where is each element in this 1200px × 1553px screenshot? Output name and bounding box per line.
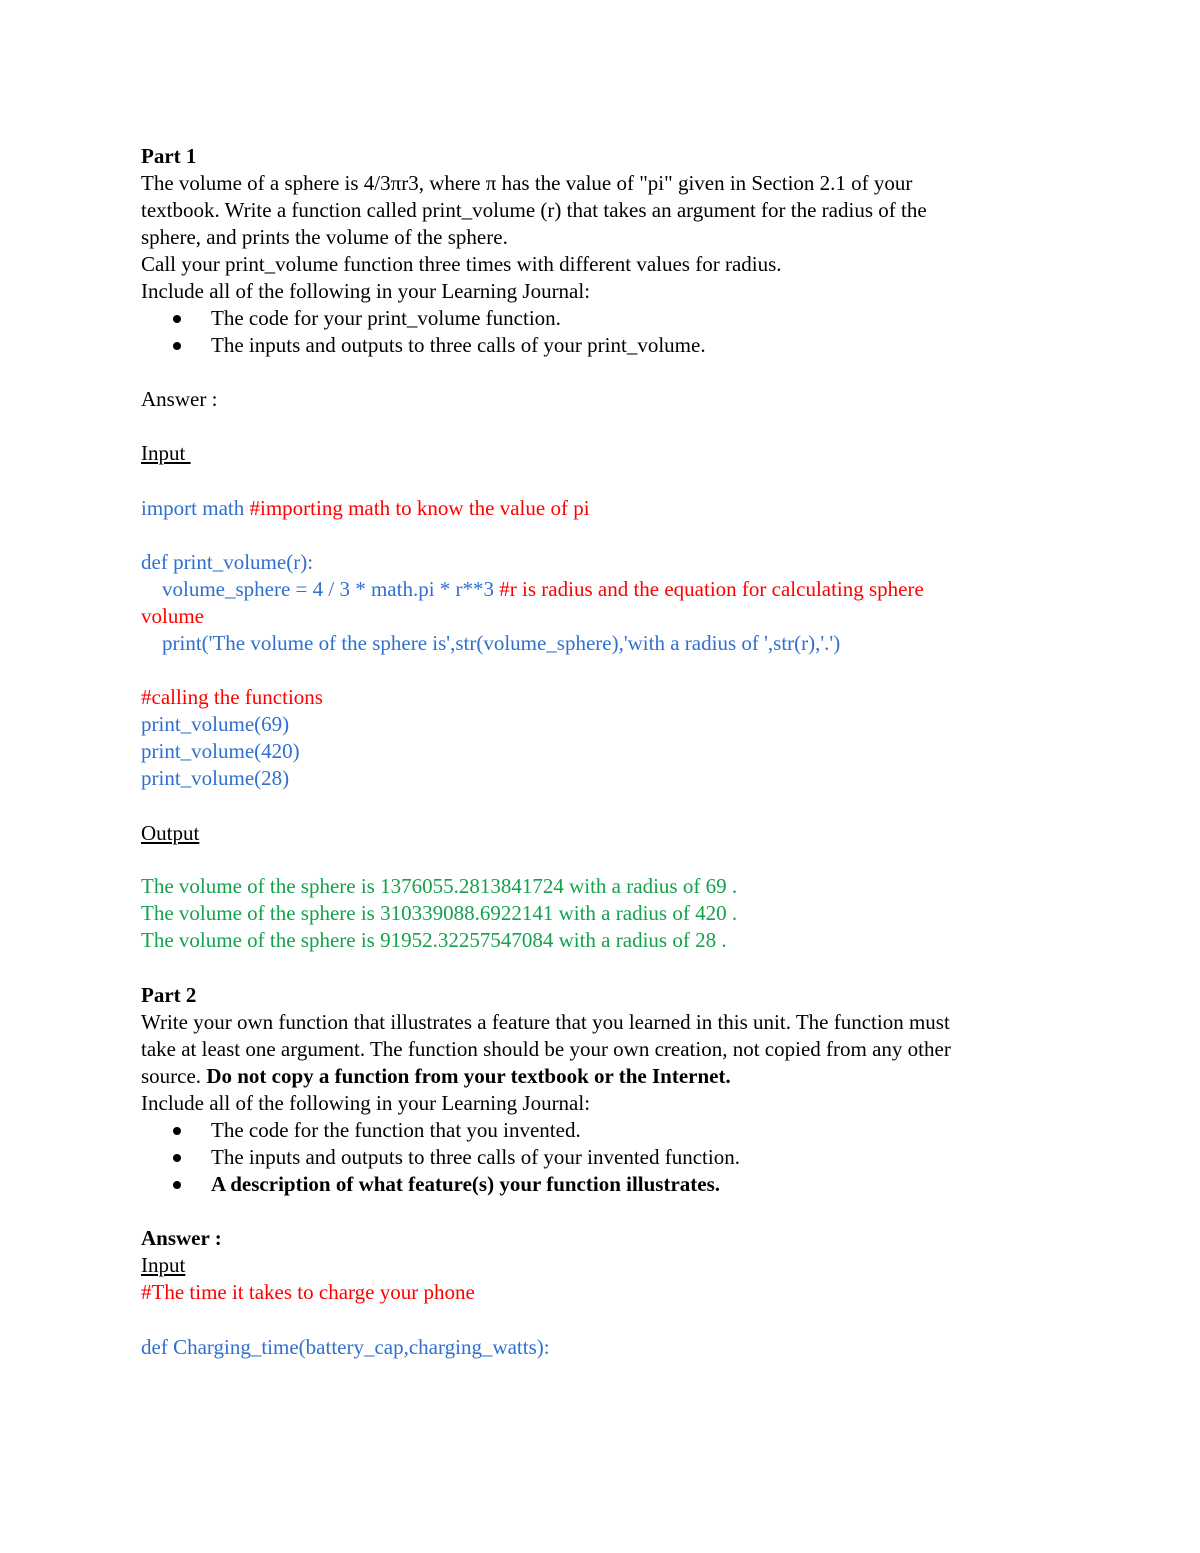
output-line: The volume of the sphere is 1376055.2813841724 with a radius of 69 . <box>141 874 738 898</box>
code-call-line: print_volume(28) <box>141 766 290 790</box>
part1-answer-label: Answer : <box>141 387 218 411</box>
part1-bullet-item: The code for your print_volume function. <box>211 306 561 330</box>
part1-output-label: Output <box>141 821 200 845</box>
part2-code-comment: #The time it takes to charge your phone <box>141 1280 475 1304</box>
part2-bullet-item: The code for the function that you invented. <box>211 1118 581 1142</box>
part1-text-line: textbook. Write a function called print_volume (r) that takes an argument for the radius of the <box>141 198 927 222</box>
part1-input-label: Input <box>141 441 191 465</box>
part2-text-line: Write your own function that illustrates a feature that you learned in this unit. The function must <box>141 1010 950 1034</box>
code-volume-line <box>141 576 924 603</box>
code-def-line: def print_volume(r): <box>141 550 314 574</box>
bullet-icon <box>173 315 181 323</box>
part2-answer-label: Answer : <box>141 1226 222 1250</box>
part1-bullet-item: The inputs and outputs to three calls of your print_volume. <box>211 333 706 357</box>
part1-heading: Part 1 <box>141 144 197 168</box>
part2-bullet-item: The inputs and outputs to three calls of your invented function. <box>211 1145 740 1169</box>
part1-text-line: sphere, and prints the volume of the sphere. <box>141 225 508 249</box>
code-calling-comment: #calling the functions <box>141 685 323 709</box>
output-line: The volume of the sphere is 310339088.6922141 with a radius of 420 . <box>141 901 738 925</box>
output-line: The volume of the sphere is 91952.32257547084 with a radius of 28 . <box>141 928 727 952</box>
part2-include-line: Include all of the following in your Learning Journal: <box>141 1091 591 1115</box>
code-call-line: print_volume(420) <box>141 739 300 763</box>
code-comment: #importing math to know the value of pi <box>249 496 590 520</box>
part2-warning-text: Do not copy a function from your textbook or the Internet. <box>206 1064 731 1088</box>
part2-code-def-line: def Charging_time(battery_cap,charging_watts): <box>141 1335 550 1359</box>
code-call-line: print_volume(69) <box>141 712 290 736</box>
part2-input-label: Input <box>141 1253 186 1277</box>
bullet-icon <box>173 342 181 350</box>
bullet-icon <box>173 1127 181 1135</box>
bullet-icon <box>173 1181 181 1189</box>
code-volume-expression: volume_sphere = 4 / 3 * math.pi * r**3 <box>141 577 500 601</box>
code-comment-continuation: volume <box>141 604 204 628</box>
part2-heading: Part 2 <box>141 983 197 1007</box>
code-print-line: print('The volume of the sphere is',str(volume_sphere),'with a radius of ',str(r),'.') <box>141 631 841 655</box>
part2-bullet-item: A description of what feature(s) your function illustrates. <box>211 1172 721 1196</box>
part1-text-line: The volume of a sphere is 4/3πr3, where π has the value of "pi" given in Section 2.1 of your <box>141 171 913 195</box>
part1-text-line: Include all of the following in your Learning Journal: <box>141 279 591 303</box>
part1-text-line: Call your print_volume function three times with different values for radius. <box>141 252 782 276</box>
bullet-icon <box>173 1154 181 1162</box>
part2-source-prefix: source. <box>141 1064 207 1088</box>
code-comment: #r is radius and the equation for calculating sphere <box>499 577 924 601</box>
code-import-line <box>141 495 590 522</box>
part2-text-line: take at least one argument. The function should be your own creation, not copied from any other <box>141 1037 951 1061</box>
part2-source-line <box>141 1063 731 1090</box>
code-import-keyword: import math <box>141 496 250 520</box>
